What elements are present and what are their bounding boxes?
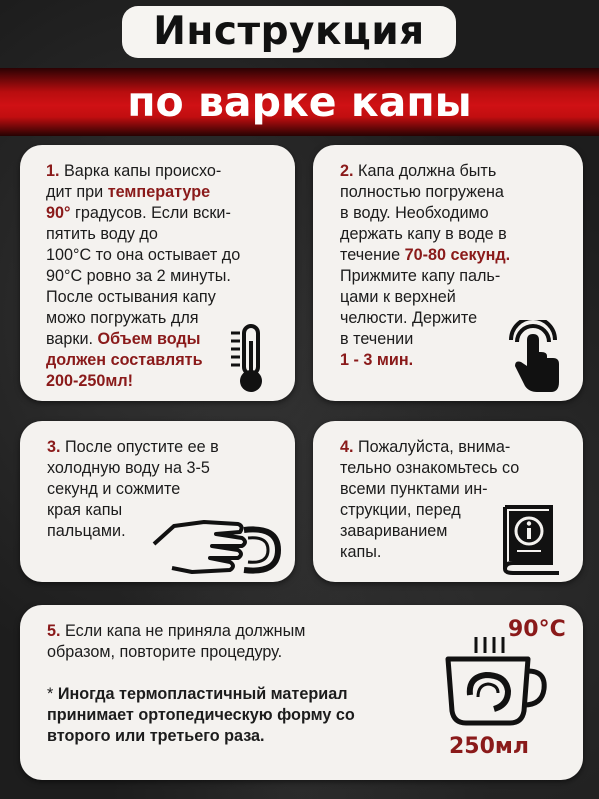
note-text: Иногда термопластичный материал принимает ортопедическую форму со второго или третьего раза. xyxy=(47,685,355,745)
step-2-text-b: Прижмите капу паль- цами к верхней челюсти. Держите в течении xyxy=(340,267,501,348)
volume-label: 250мл xyxy=(449,734,530,759)
step-5-card xyxy=(20,605,583,780)
step-1-highlight-volume: Объем воды должен составлять 200-250мл! xyxy=(46,330,203,390)
step-5-text xyxy=(47,621,427,663)
tap-hand-icon xyxy=(501,320,565,394)
step-2-highlight-minutes: 1 - 3 мин. xyxy=(340,351,414,369)
thermometer-icon xyxy=(227,323,271,395)
step-1-text-a: Варка капы происхо- дит при xyxy=(46,162,222,201)
hot-mug-icon xyxy=(438,635,550,727)
step-1-number: 1. xyxy=(46,162,60,180)
step-4-text-a: Пожалуйста, внима- тельно ознакомьтесь со всеми пунктами ин- струкции, перед завариванием капы. xyxy=(340,438,520,561)
info-book-icon xyxy=(499,501,565,577)
step-5-number: 5. xyxy=(47,622,61,640)
step-4-card xyxy=(313,421,583,582)
step-1-highlight-temperature: температуре 90° xyxy=(46,183,211,222)
step-2-highlight-seconds: 70-80 секунд. xyxy=(404,246,511,264)
step-2-number: 2. xyxy=(340,162,354,180)
step-3-card xyxy=(20,421,295,582)
page-subtitle: по варке капы xyxy=(127,78,472,126)
step-2-text-a: Капа должна быть полностью погружена в воду. Необходимо держать капу в воде в течение xyxy=(340,162,507,264)
step-3-text-a: После опустите ее в холодную воду на 3-5 секунд и сожмите края капы пальцами. xyxy=(47,438,219,540)
step-5-text-a: Если капа не приняла должным образом, повторите процедуру. xyxy=(47,622,306,661)
step-3-number: 3. xyxy=(47,438,61,456)
note-star: * xyxy=(47,685,58,703)
hand-squeeze-icon xyxy=(152,516,282,578)
step-1-text-b: градусов. Если вски- пятить воду до 100°С то она остывает до 90°С ровно за 2 минуты. После остывания капу можо погружать для варки. xyxy=(46,204,241,348)
step-4-number: 4. xyxy=(340,438,354,456)
step-5-note xyxy=(47,684,417,747)
step-2-card xyxy=(313,145,583,401)
page-title: Инструкция xyxy=(122,6,456,58)
temperature-label: 90°С xyxy=(508,617,566,642)
step-1-card xyxy=(20,145,295,401)
